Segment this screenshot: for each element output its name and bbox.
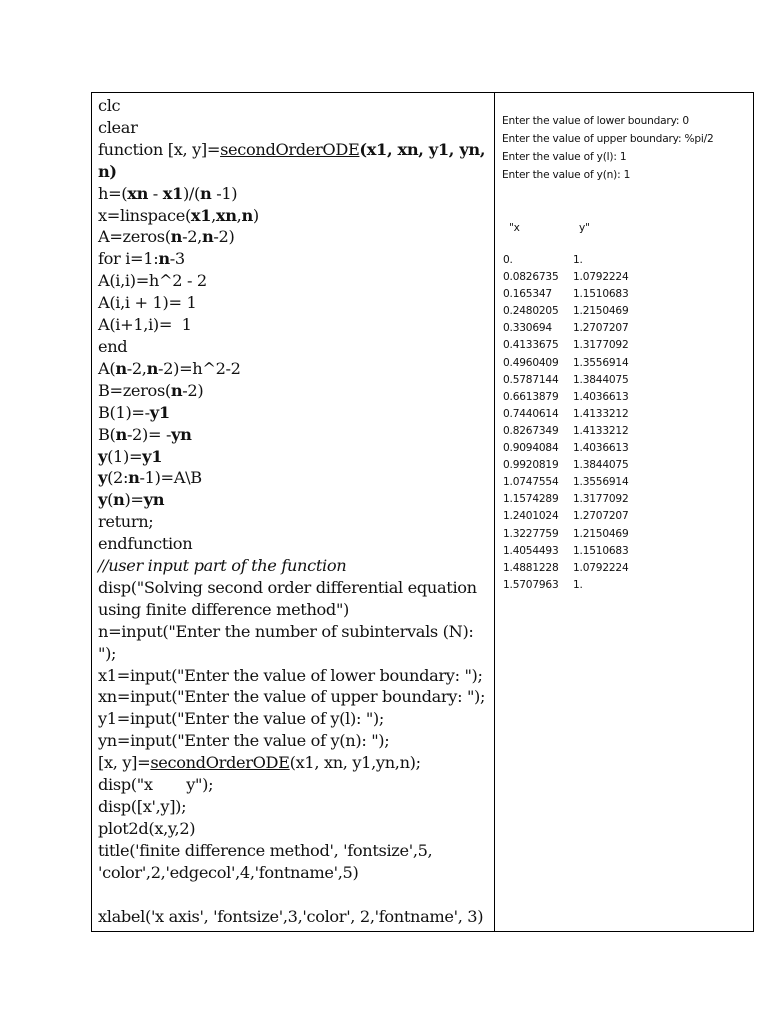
code-token: )/( <box>182 183 200 203</box>
result-row <box>502 560 753 577</box>
code-token: "); <box>98 643 117 663</box>
x-value: 1.4881228 <box>503 561 559 574</box>
code-line <box>98 643 488 665</box>
code-token: [x, y]= <box>98 753 151 773</box>
y-value: 1.2707207 <box>573 322 629 335</box>
code-line <box>98 511 488 533</box>
code-token: x=linspace( <box>98 205 191 225</box>
result-row <box>502 286 753 303</box>
code-cell <box>92 93 495 932</box>
y-value: 1.3844075 <box>573 459 629 472</box>
code-token: n <box>115 424 127 444</box>
code-line <box>98 884 488 906</box>
code-token: //user input part of the function <box>98 556 347 576</box>
code-line <box>98 862 488 884</box>
code-line <box>98 402 488 424</box>
code-token: ) <box>252 205 259 225</box>
code-token: x1 <box>162 183 183 203</box>
code-line <box>98 205 488 227</box>
y-value: 1.0792224 <box>573 561 629 574</box>
code-token: -2) <box>213 227 235 247</box>
code-token: A(i,i)=h^2 - 2 <box>98 271 207 291</box>
code-token: disp([x',y]); <box>98 797 187 816</box>
code-token: title('finite difference method', 'fontsize',5, <box>98 840 433 860</box>
code-token: yn=input("Enter the value of y(n): "); <box>98 731 390 751</box>
x-value: 0.4133675 <box>503 339 559 352</box>
x-value: 1.0747554 <box>503 476 559 489</box>
code-token: n <box>201 227 214 247</box>
x-value: 1.5707963 <box>503 578 559 591</box>
y-value: 1.4133212 <box>573 407 629 420</box>
code-line <box>98 533 488 555</box>
code-token: A(i,i + 1)= 1 <box>98 293 197 313</box>
code-line <box>98 708 488 730</box>
code-line <box>98 818 488 840</box>
code-token: -2)= - <box>126 424 172 444</box>
code-token: A(i+1,i)= 1 <box>98 315 192 335</box>
x-value: 0.5787144 <box>503 373 559 386</box>
code-token: - <box>148 183 163 203</box>
code-line <box>98 248 488 270</box>
code-token: yn <box>171 424 192 444</box>
y-value: 1.0792224 <box>573 271 629 284</box>
code-token: n <box>128 468 140 488</box>
code-token: xn <box>215 205 237 225</box>
code-line <box>98 161 488 183</box>
code-token: -1) <box>211 183 238 203</box>
code-token: B=zeros( <box>98 380 171 400</box>
result-row <box>502 440 753 457</box>
code-line <box>98 95 488 117</box>
code-line <box>98 117 488 139</box>
y-value: 1.2707207 <box>573 510 629 523</box>
result-row <box>502 543 753 560</box>
code-token: 'color',2,'edgecol',4,'fontname',5) <box>98 862 359 882</box>
code-line <box>98 424 488 446</box>
code-token: n) <box>98 161 117 181</box>
y-value: 1.4133212 <box>573 424 629 437</box>
result-row <box>502 491 753 508</box>
result-row <box>502 252 753 269</box>
code-token: xlabel('x axis', 'fontsize',3,'color', 2,'fontname', 3) <box>98 906 484 926</box>
code-token: -3 <box>169 249 185 269</box>
output-cell <box>495 93 754 932</box>
code-line <box>98 467 488 489</box>
code-token: xn <box>127 183 148 203</box>
x-value: 0.165347 <box>503 288 552 301</box>
code-token: , <box>211 205 216 225</box>
code-token: x1=input("Enter the value of lower boundary: "); <box>98 665 483 685</box>
result-row <box>502 303 753 320</box>
y-value: 1. <box>573 254 583 266</box>
code-token: (1)= <box>107 446 143 466</box>
code-line <box>98 621 488 643</box>
code-line <box>98 336 488 358</box>
code-token: A( <box>98 358 116 378</box>
result-row <box>502 406 753 423</box>
x-value: 0. <box>503 254 513 266</box>
code-token: return; <box>98 512 154 532</box>
y-value: 1.2150469 <box>573 305 629 318</box>
y-value: 1.1510683 <box>573 288 629 301</box>
code-token: (x1, xn, y1, yn, <box>359 139 486 159</box>
result-row <box>502 269 753 286</box>
code-line <box>98 730 488 752</box>
code-token: y <box>98 468 108 488</box>
code-line <box>98 599 488 621</box>
x-value: 0.9094084 <box>503 442 559 455</box>
x-value: 0.9920819 <box>503 459 559 472</box>
code-line <box>98 752 488 774</box>
x-value: 0.4960409 <box>503 356 559 369</box>
code-line <box>98 555 488 577</box>
code-token: (2: <box>107 468 129 488</box>
code-token: -2) <box>182 380 204 400</box>
code-token: clear <box>98 117 138 137</box>
result-row <box>502 457 753 474</box>
code-line <box>98 292 488 314</box>
code-token: xn=input("Enter the value of upper boundary: "); <box>98 687 486 707</box>
x-value: 0.6613879 <box>503 390 559 403</box>
code-token: )= <box>124 490 144 510</box>
code-token: y1 <box>142 446 163 466</box>
code-line <box>98 314 488 336</box>
code-token: -2)=h^2-2 <box>158 358 241 378</box>
header-x: "x <box>509 222 520 234</box>
code-token: secondOrderODE <box>150 753 290 773</box>
code-line <box>98 840 488 862</box>
y-value: 1.2150469 <box>573 527 629 540</box>
code-token: -2, <box>126 358 147 378</box>
code-line <box>98 489 488 511</box>
console-line: Enter the value of lower boundary: 0 <box>502 115 689 127</box>
result-row <box>502 337 753 354</box>
result-row <box>502 526 753 543</box>
code-token: end <box>98 336 128 356</box>
code-token: n=input("Enter the number of subintervals (N): <box>98 621 474 641</box>
code-token: y <box>98 446 108 466</box>
code-token: , <box>236 205 242 225</box>
code-token: (x1, xn, y1,yn,n); <box>289 753 421 773</box>
code-line <box>98 906 488 928</box>
code-token: n <box>115 358 127 378</box>
x-value: 1.1574289 <box>503 493 559 506</box>
code-token: y <box>98 490 108 510</box>
code-token: -2, <box>182 227 202 247</box>
code-token: secondOrderODE <box>220 139 360 159</box>
code-token: yn <box>143 490 165 510</box>
x-value: 0.330694 <box>503 322 552 335</box>
code-token: B(1)=- <box>98 402 150 422</box>
code-token: -1)=A\B <box>139 468 202 488</box>
result-row <box>502 320 753 337</box>
code-line <box>98 226 488 248</box>
code-token: x1 <box>190 205 212 225</box>
y-value: 1. <box>573 578 583 591</box>
y-value: 1.3556914 <box>573 476 629 489</box>
code-token: n <box>170 227 183 247</box>
code-line <box>98 665 488 687</box>
code-token: using finite difference method") <box>98 599 350 619</box>
console-line: Enter the value of upper boundary: %pi/2 <box>502 133 714 145</box>
code-token: B( <box>98 424 116 444</box>
code-line <box>98 686 488 708</box>
code-line <box>98 183 488 205</box>
code-token: ( <box>107 490 114 510</box>
header-y: y" <box>579 222 590 234</box>
code-line <box>98 446 488 468</box>
result-rows <box>502 252 753 594</box>
x-value: 1.4054493 <box>503 544 559 557</box>
code-token: n <box>158 249 170 269</box>
code-line <box>98 796 488 818</box>
result-row <box>502 372 753 389</box>
x-value: 0.2480205 <box>503 305 559 318</box>
y-value: 1.3556914 <box>573 356 629 369</box>
code-token: y1=input("Enter the value of y(l): "); <box>98 709 385 729</box>
result-row <box>502 423 753 440</box>
result-row <box>502 508 753 525</box>
code-token: y1 <box>149 402 170 422</box>
code-token: disp("x y"); <box>98 775 214 795</box>
x-value: 0.0826735 <box>503 271 559 284</box>
console-line: Enter the value of y(n): 1 <box>502 169 631 181</box>
code-token: disp("Solving second order differential equation <box>98 577 477 597</box>
code-token: for i=1: <box>98 249 159 269</box>
code-token: endfunction <box>98 534 193 554</box>
console-prompts <box>502 112 753 184</box>
code-token: plot2d(x,y,2) <box>98 818 196 838</box>
y-value: 1.3177092 <box>573 339 629 352</box>
y-value: 1.4036613 <box>573 390 629 403</box>
code-token: function [x, y]= <box>98 139 221 159</box>
y-value: 1.3844075 <box>573 373 629 386</box>
x-value: 0.7440614 <box>503 407 559 420</box>
code-line <box>98 270 488 292</box>
x-value: 0.8267349 <box>503 424 559 437</box>
code-token: clc <box>98 96 121 115</box>
code-token: n <box>241 205 253 225</box>
result-row <box>502 355 753 372</box>
code-line <box>98 577 488 599</box>
code-line <box>98 358 488 380</box>
code-token: n <box>170 380 183 400</box>
y-value: 1.1510683 <box>573 544 629 557</box>
code-line <box>98 774 488 796</box>
code-token: n <box>199 183 212 203</box>
code-line <box>98 139 488 161</box>
code-token: h=( <box>98 183 128 203</box>
console-output <box>495 93 753 594</box>
code-line <box>98 380 488 402</box>
console-line: Enter the value of y(l): 1 <box>502 151 627 163</box>
result-row <box>502 577 753 594</box>
result-row <box>502 389 753 406</box>
result-header <box>502 219 753 237</box>
x-value: 1.3227759 <box>503 527 559 540</box>
code-token: n <box>146 358 159 378</box>
y-value: 1.3177092 <box>573 493 629 506</box>
code-token: n <box>113 490 125 510</box>
y-value: 1.4036613 <box>573 442 629 455</box>
scilab-code <box>92 93 494 927</box>
result-row <box>502 474 753 491</box>
x-value: 1.2401024 <box>503 510 559 523</box>
code-token: A=zeros( <box>98 227 171 247</box>
code-output-table <box>91 92 754 932</box>
